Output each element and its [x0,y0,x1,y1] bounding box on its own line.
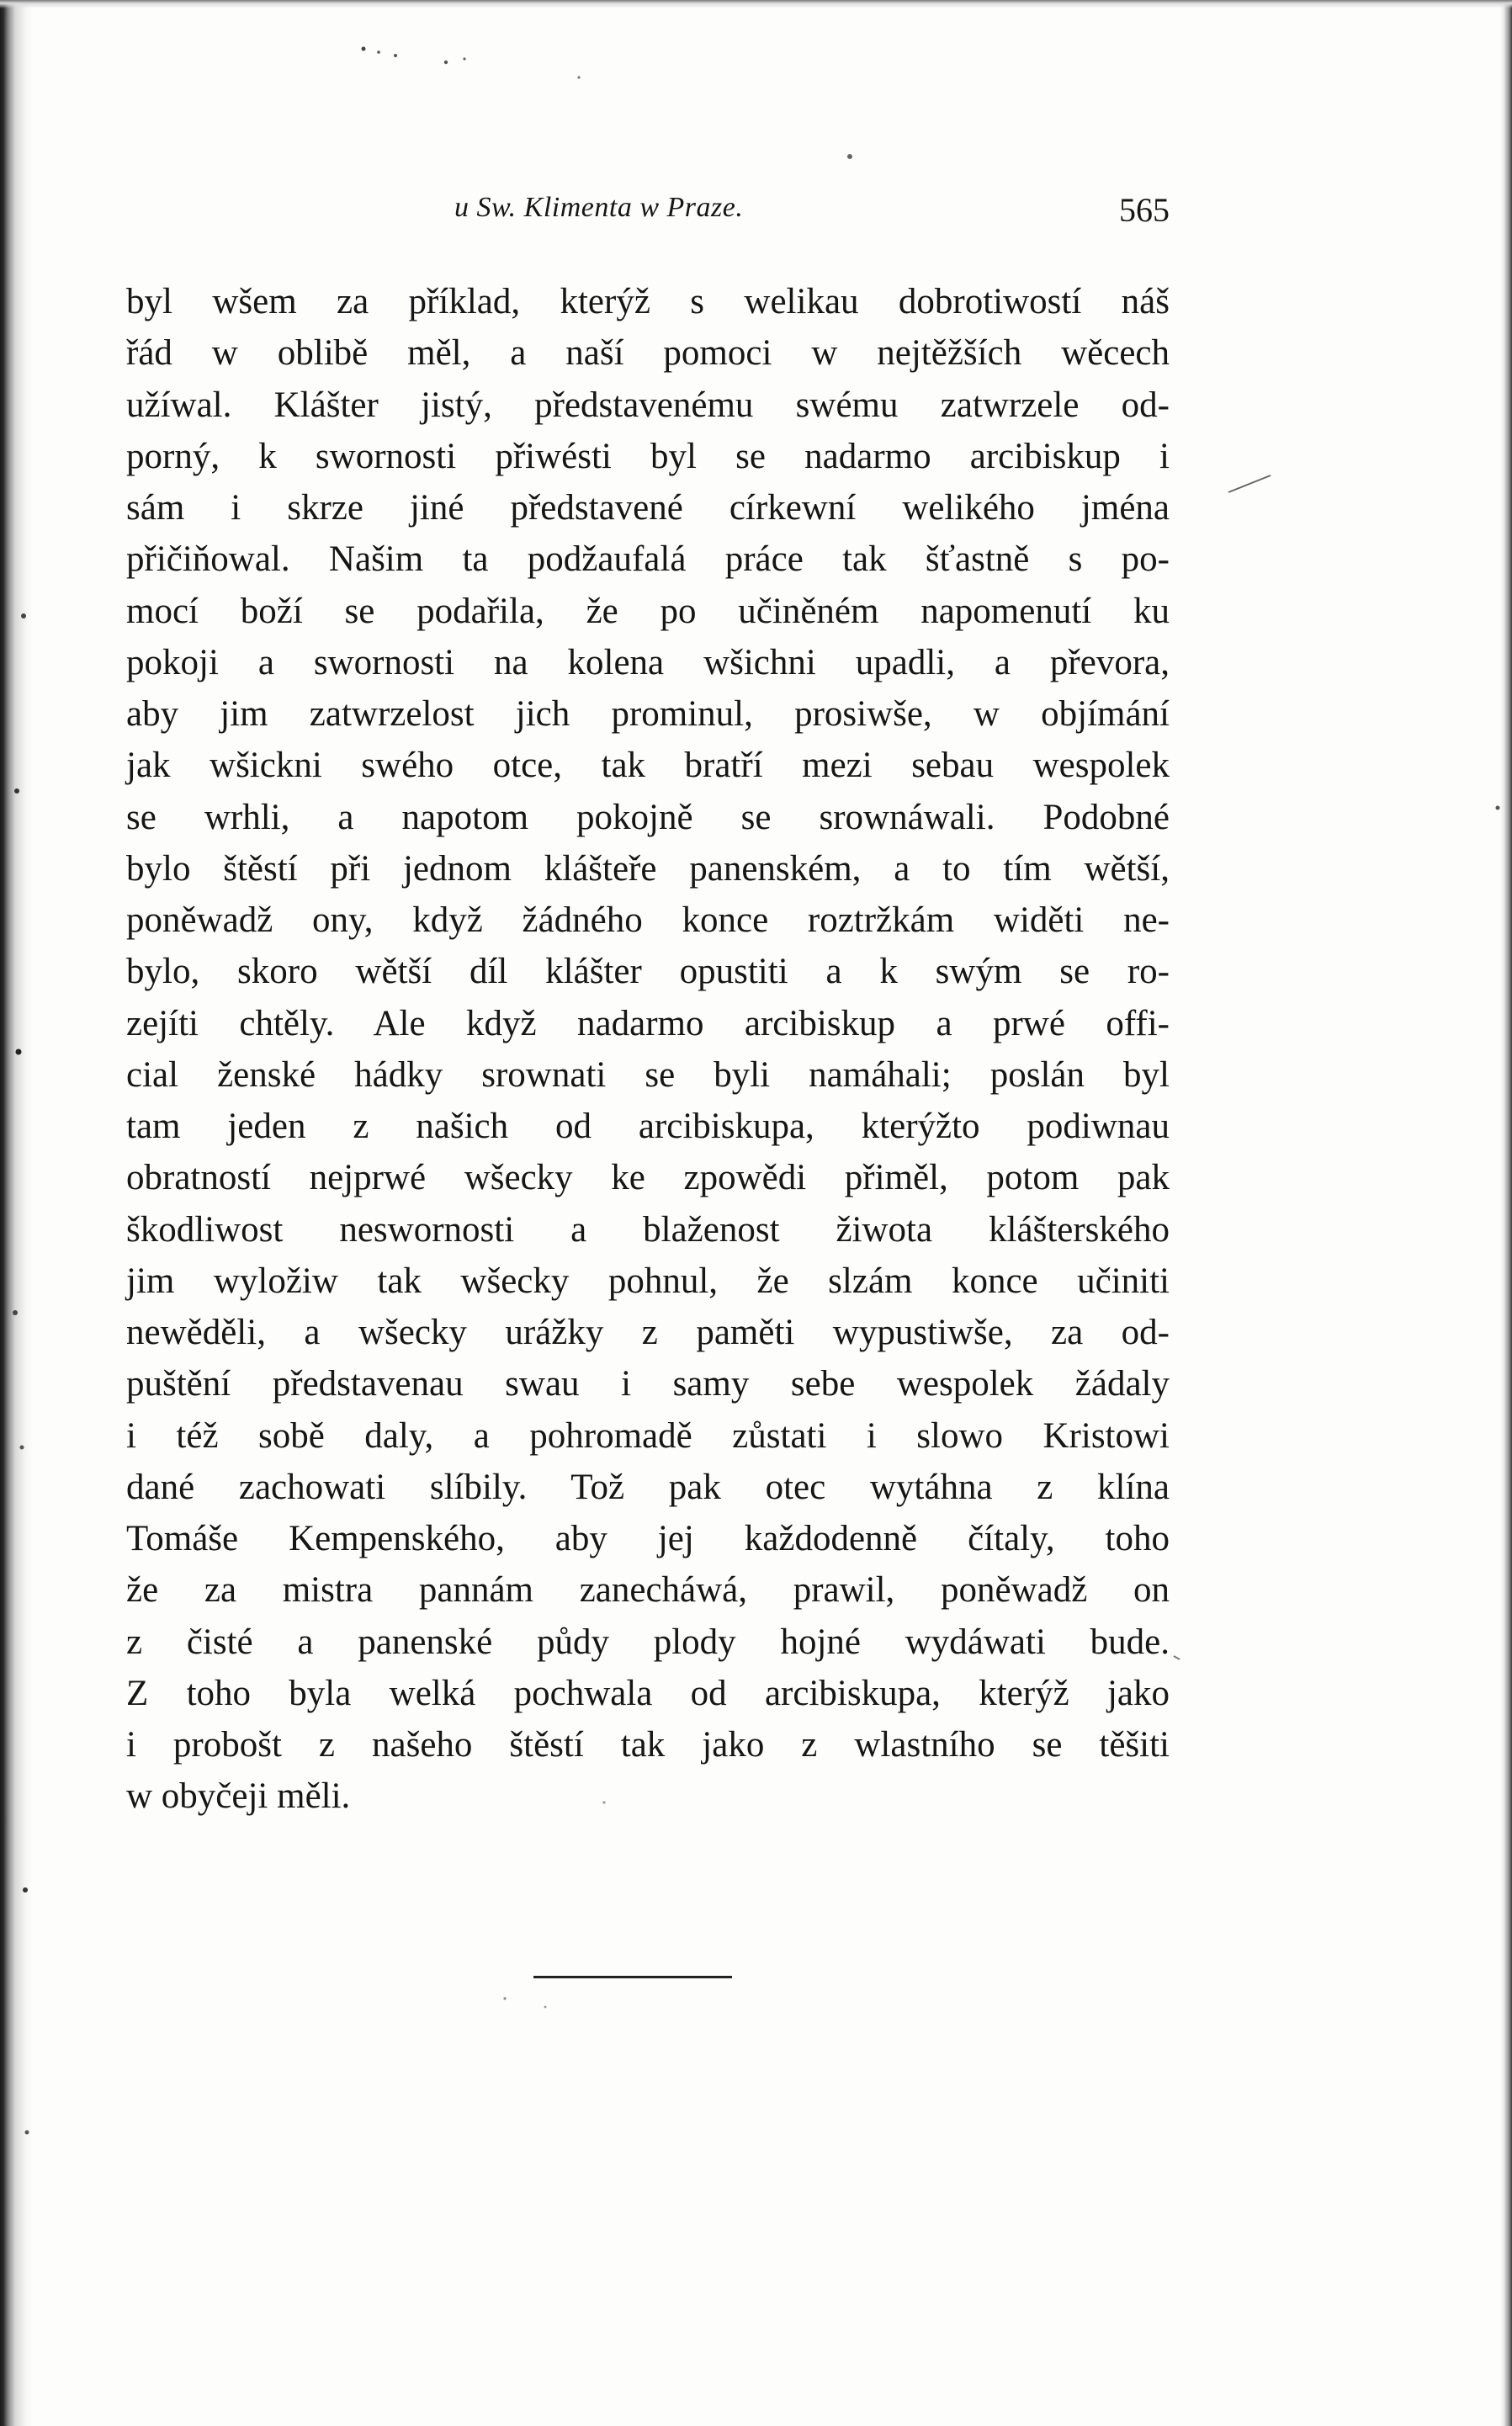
text-line: řád w oblibě měl, a naší pomoci w nejtěžších wěcech [126,333,1170,374]
text-line: obratností nejprwé wšecky ke zpowědi přiměl, potom pak [126,1158,1170,1198]
page-number: 565 [1119,191,1170,229]
text-line: i též sobě daly, a pohromadě zůstati i slowo Kristowi [126,1415,1170,1456]
text-line: byl wšem za příklad, kterýž s welikau dobrotiwostí náš [126,282,1170,321]
text-line: užíwal. Klášter jistý, představenému swému zatwrzele od- [126,385,1170,425]
text-line: se wrhli, a napotom pokojně se srownáwali. Podobné [126,797,1170,837]
text-line: Tomáše Kempenského, aby jej každodenně čítaly, toho [126,1519,1170,1558]
text-line: pokoji a swornosti na kolena wšichni upadli, a převora, [126,642,1170,682]
text-line-last: w obyčeji měli. [126,1776,351,1817]
text-line: dané zachowati slíbily. Tož pak otec wytáhna z klína [126,1467,1170,1507]
text-line: newěděli, a wšecky urážky z paměti wypustiwše, za od- [126,1313,1170,1352]
body-text [126,276,1170,1823]
text-line: bylo štěstí při jednom klášteře panenském, a to tím wětší, [126,848,1170,889]
end-rule-divider [533,1976,732,1978]
text-line: porný, k swornosti přiwésti byl se nadarmo arcibiskup i [126,436,1170,476]
text-line: poněwadž ony, když žádného konce roztržkám widěti ne- [126,900,1170,940]
text-line: mocí boží se podařila, že po učiněném napomenutí ku [126,591,1170,631]
text-line: bylo, skoro wětší díl klášter opustiti a k swým se ro- [126,952,1170,992]
text-line: přičiňowal. Našim ta podžaufalá práce tak šťastně s po- [126,539,1170,580]
text-line: Z toho byla welká pochwala od arcibiskupa, kterýž jako [126,1673,1170,1713]
text-line: že za mistra pannám zanecháwá, prawil, poněwadž on [126,1570,1170,1611]
text-line: jak wšickni swého otce, tak bratří mezi sebau wespolek [126,746,1170,786]
text-line: puštění představenau swau i samy sebe wespolek žádaly [126,1364,1170,1404]
text-line: i probošt z našeho štěstí tak jako z wlastního se těšiti [126,1725,1170,1765]
text-line: z čisté a panenské půdy plody hojné wydáwati bude. [126,1622,1170,1662]
text-line: škodliwost neswornosti a blaženost žiwota klášterského [126,1209,1170,1250]
text-line: sám i skrze jiné představené církewní welikého jména [126,488,1170,528]
text-line: aby jim zatwrzelost jich prominul, prosiwše, w objímání [126,694,1170,734]
text-line: cial ženské hádky srownati se byli namáhali; poslán byl [126,1054,1170,1095]
running-head: u Sw. Klimenta w Praze. [454,192,744,223]
text-line: jim wyložiw tak wšecky pohnul, že slzám konce učiniti [126,1261,1170,1301]
page-header [126,192,1170,242]
text-line: tam jeden z našich od arcibiskupa, kterýžto podiwnau [126,1107,1170,1146]
text-line: zejíti chtěly. Ale když nadarmo arcibiskup a prwé offi- [126,1003,1170,1043]
